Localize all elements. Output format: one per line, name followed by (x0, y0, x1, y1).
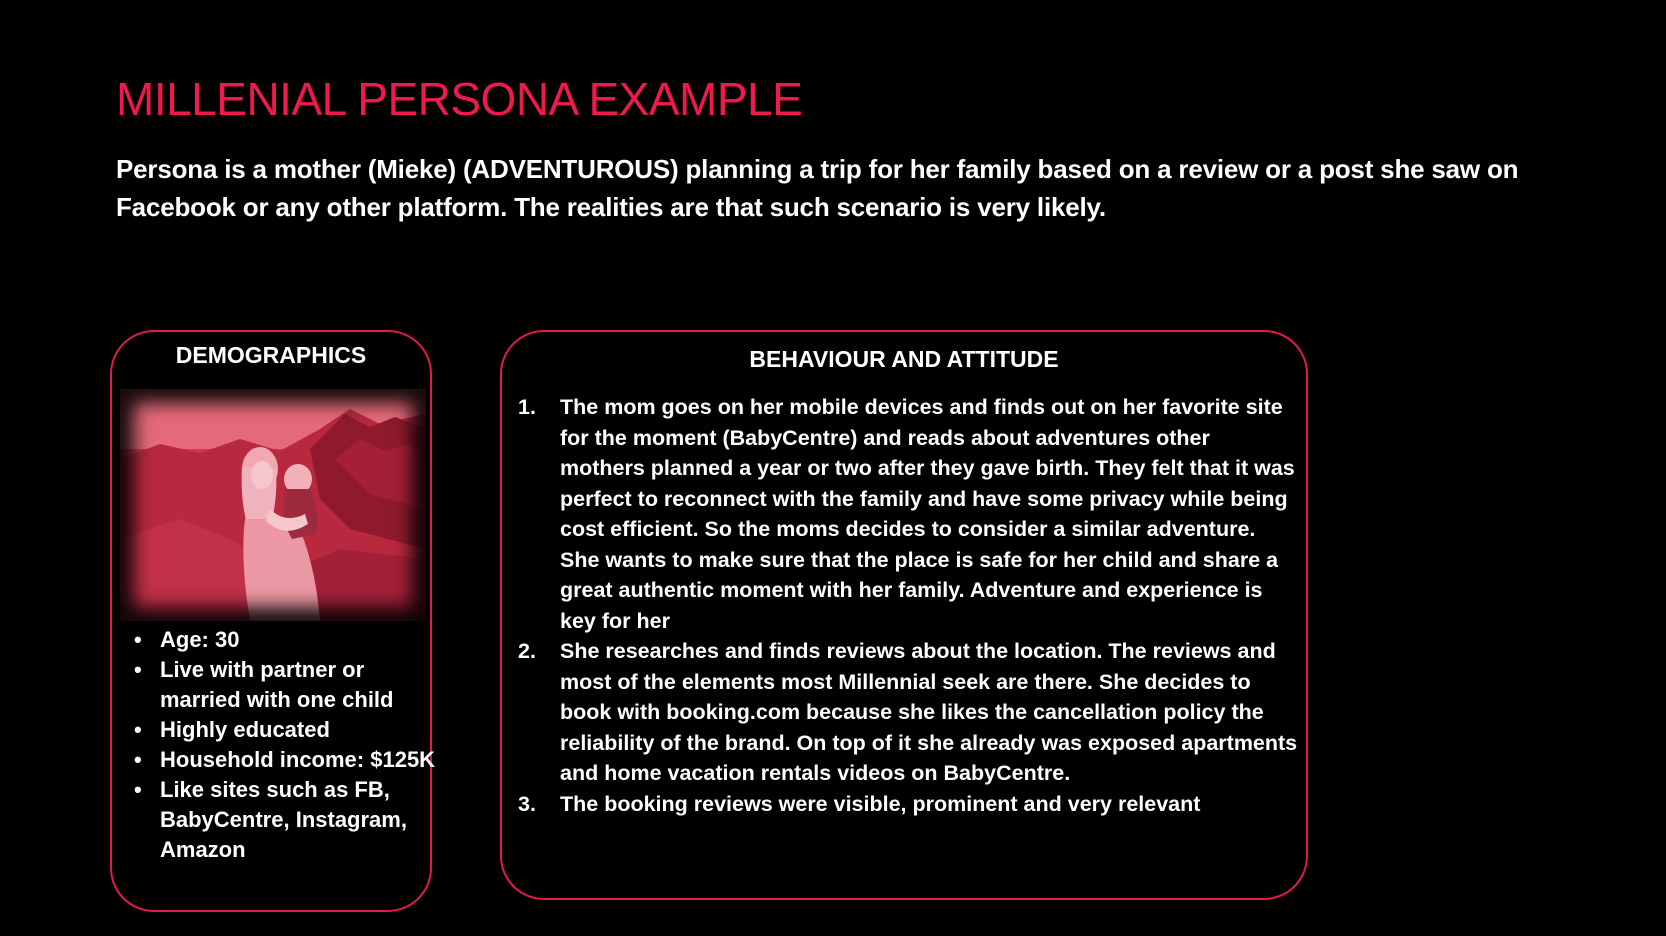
list-item-text: The booking reviews were visible, prominent and very relevant (560, 791, 1201, 816)
persona-photo (120, 389, 426, 621)
intro-paragraph (116, 150, 1566, 226)
demographics-heading: DEMOGRAPHICS (175, 342, 367, 368)
intro-text-end: ) planning a trip for her family based on a review or a post she saw on Facebook or any other platform. The realities are that such scenario is very likely. (116, 154, 1519, 222)
list-item-text: The mom goes on her mobile devices and finds out on her favorite site for the moment (BabyCentre) and reads about adventures other mothers planned a year or two after they gave birth. They felt that it was perfect to reconnect with the family and have some privacy while being cost efficient. So the moms decides to consider a similar adventure. She wants to make sure that the place is safe for her child and share a great authentic moment with her family. Adventure and experience is key for her (560, 395, 1295, 633)
behaviour-heading: BEHAVIOUR AND ATTITUDE (749, 346, 1059, 372)
demographics-list (134, 625, 450, 865)
list-number: 3. (518, 791, 536, 816)
slide-title: MILLENIAL PERSONA EXAMPLE (116, 73, 803, 125)
list-item: • Highly educated (160, 715, 450, 745)
list-number: 2. (518, 639, 536, 663)
behaviour-list (518, 392, 1300, 819)
list-item: • Like sites such as FB, BabyCentre, Instagram, Amazon (160, 775, 450, 865)
intro-text-start: Persona is a mother (Mieke) ( (116, 154, 472, 184)
list-item: • Live with partner or married with one child (160, 655, 450, 715)
list-item (518, 789, 1300, 820)
list-number: 1. (518, 395, 536, 419)
list-item: • Age: 30 (160, 625, 450, 655)
list-item (518, 636, 1300, 789)
list-item (518, 392, 1300, 636)
intro-emphasis: ADVENTUROUS (471, 154, 671, 184)
demographics-card (110, 330, 436, 912)
list-item-text: She researches and finds reviews about the location. The reviews and most of the elements most Millennial seek are there. She decides to book with booking.com because she likes the cancellation policy the reliability of the brand. On top of it she already was exposed apartments and home vacation rentals videos on BabyCentre. (560, 639, 1298, 785)
list-item: • Household income: $125K (160, 745, 450, 775)
behaviour-card (500, 330, 1308, 900)
